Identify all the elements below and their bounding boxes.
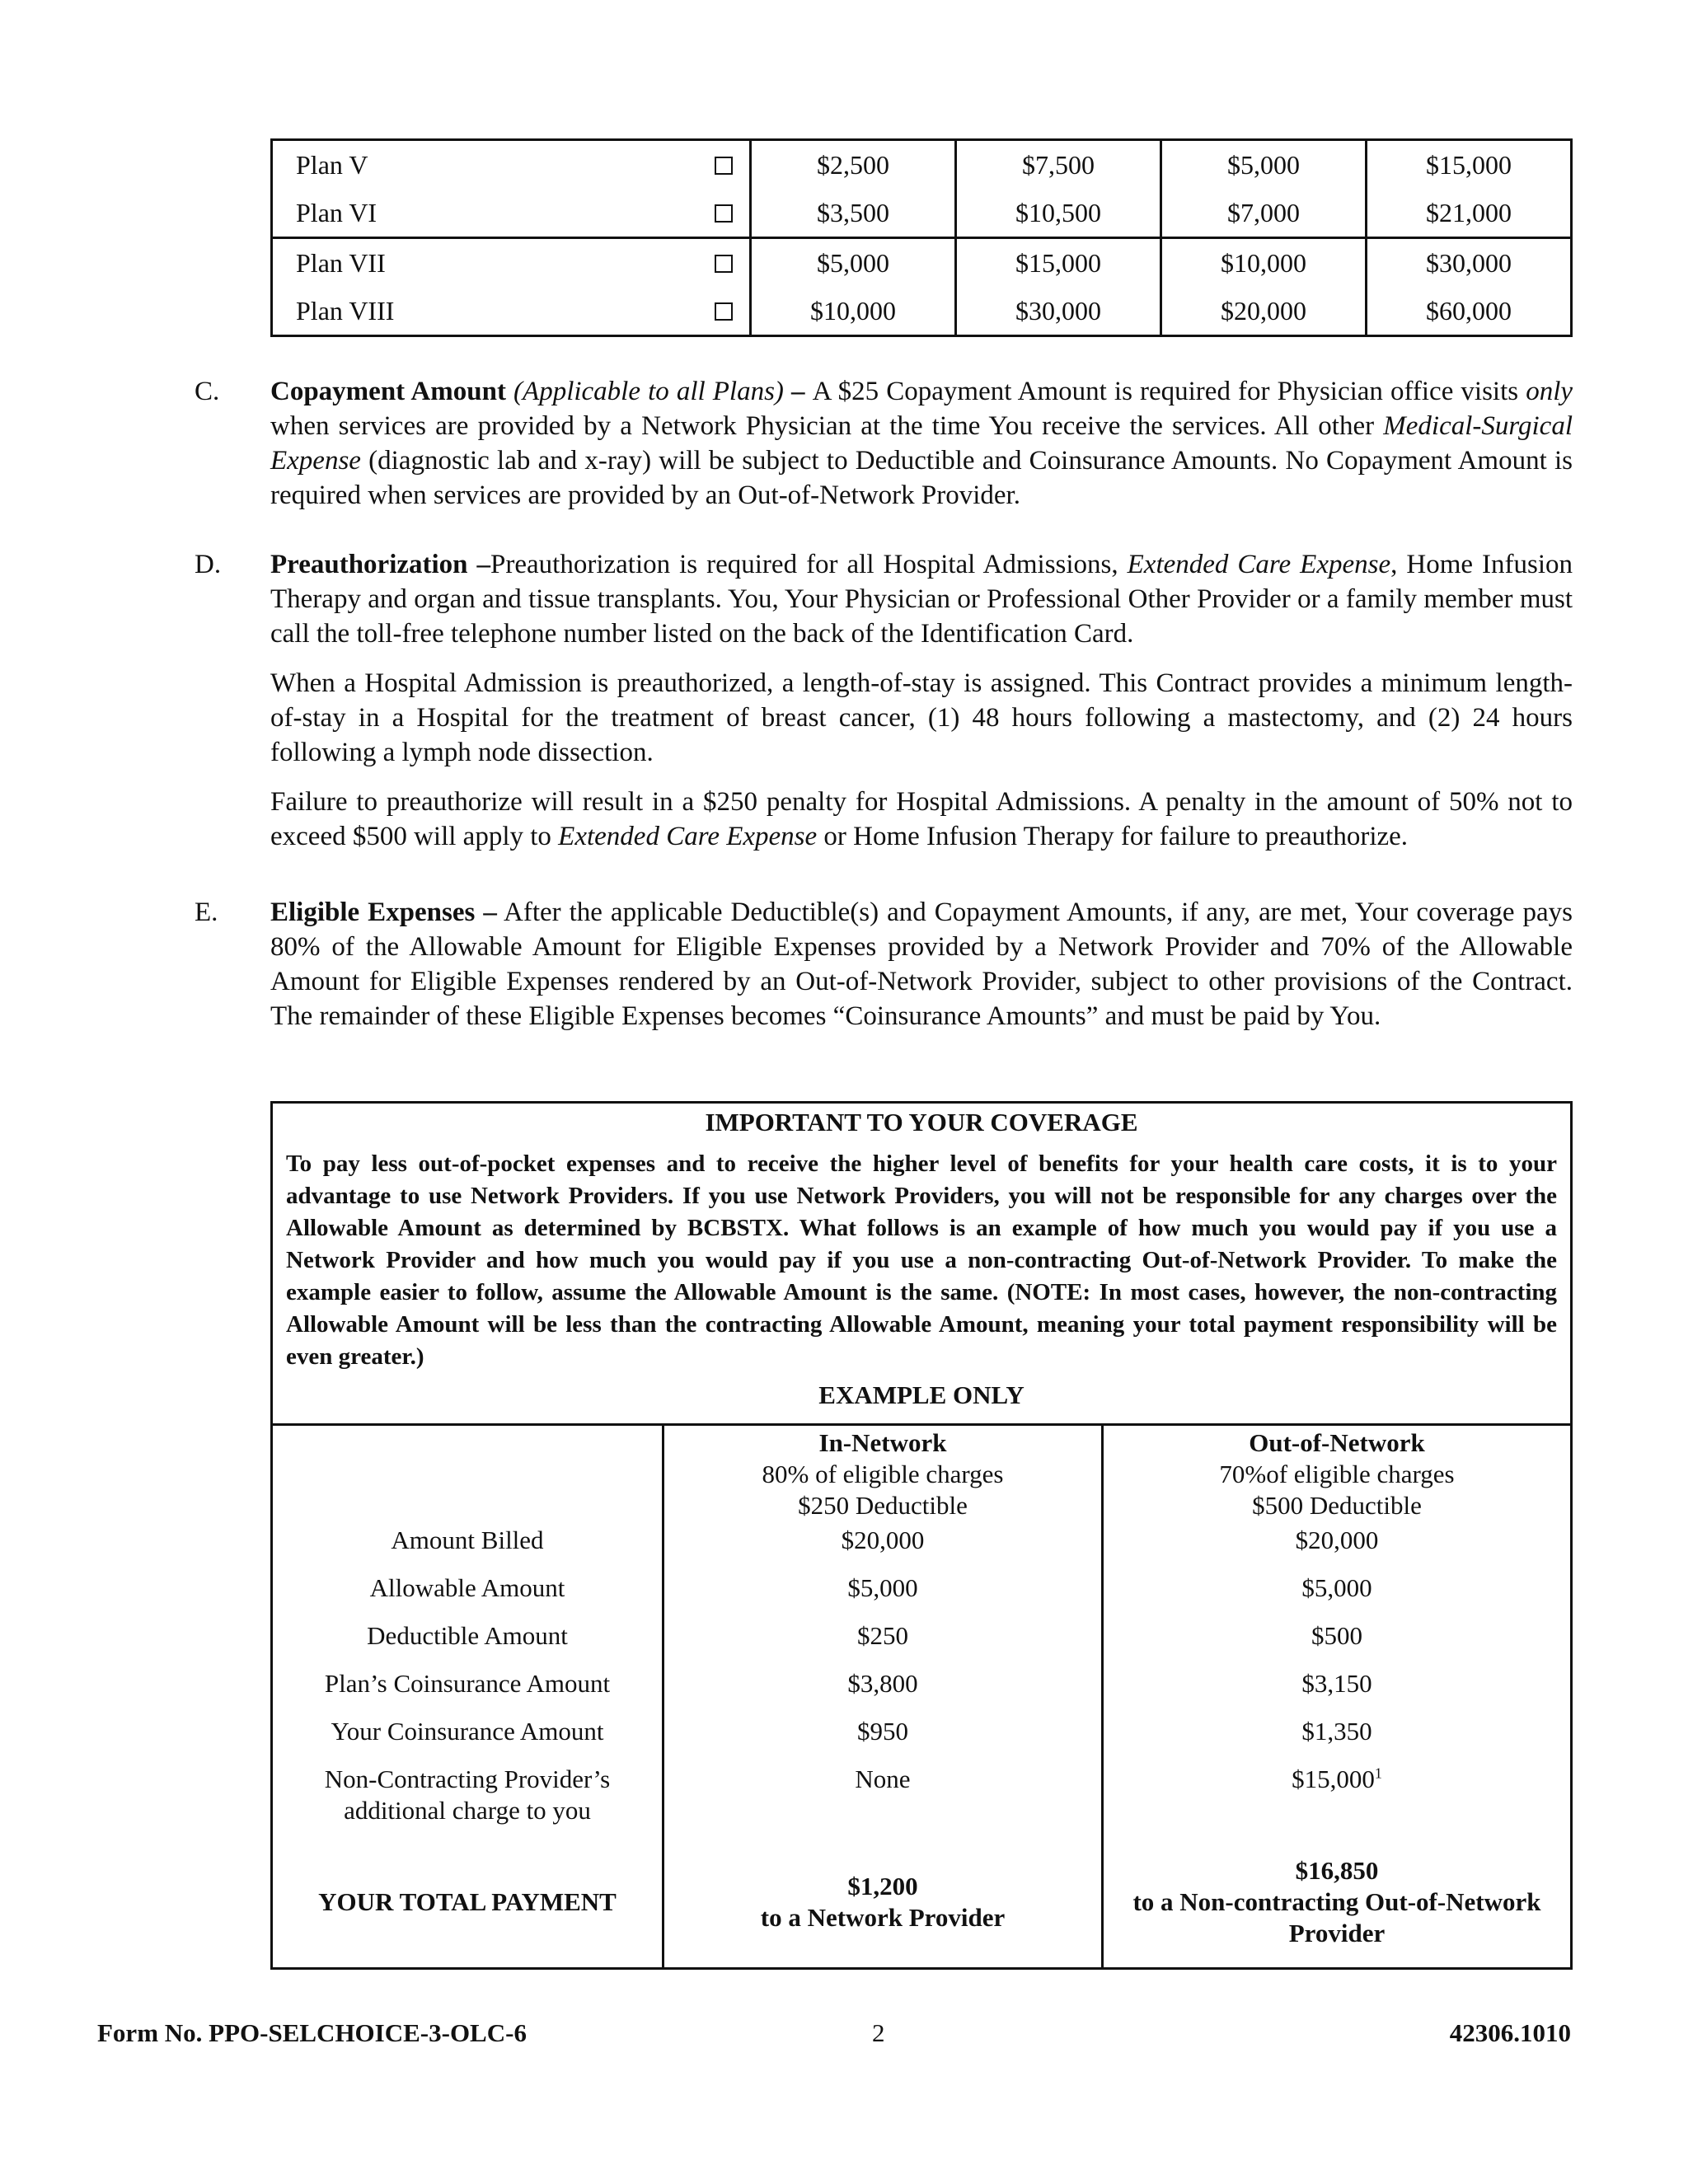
footnote-marker: 1 — [1374, 1765, 1382, 1782]
section-subtitle: (Applicable to all Plans) — [513, 377, 784, 406]
section-d — [195, 547, 1573, 854]
table-cell: $21,000 — [1367, 189, 1572, 238]
table-row: Non-Contracting Provider’s additional charge to you None $15,000$^1$ — [273, 1764, 1570, 1836]
plan-checkbox[interactable] — [715, 255, 733, 273]
table-row — [272, 238, 1572, 288]
section-letter: C. — [195, 377, 220, 406]
table-cell: $30,000 — [956, 287, 1161, 336]
table-cell: $7,500 — [956, 140, 1161, 190]
table-cell: $15,000 — [956, 238, 1161, 288]
page-number: 2 — [872, 2018, 885, 2047]
plan-checkbox[interactable] — [715, 157, 733, 175]
footer-code: 42306.1010 — [1449, 2018, 1571, 2047]
table-row: Plan’s Coinsurance Amount $3,800 $3,150 — [273, 1668, 1570, 1716]
table-cell: $20,000 — [1161, 287, 1367, 336]
plan-checkbox[interactable] — [715, 302, 733, 321]
plan-deductible-table — [270, 138, 1573, 337]
table-row: Allowable Amount $5,000 $5,000 — [273, 1572, 1570, 1620]
section-e — [195, 895, 1573, 1033]
table-cell: $60,000 — [1367, 287, 1572, 336]
coverage-heading: IMPORTANT TO YOUR COVERAGE — [705, 1108, 1138, 1137]
table-row: Deductible Amount $250 $500 — [273, 1620, 1570, 1668]
footer-form-number: Form No. PPO-SELCHOICE-3-OLC-6 — [97, 2018, 527, 2047]
table-cell: $10,500 — [956, 189, 1161, 238]
example-label: EXAMPLE ONLY — [818, 1380, 1025, 1409]
coverage-box — [270, 1101, 1573, 1970]
table-header-row — [273, 1425, 1570, 1526]
table-cell: $10,000 — [751, 287, 956, 336]
section-letter: E. — [195, 898, 218, 927]
total-row: YOUR TOTAL PAYMENT $1,200 to a Network Provider $16,850 to a Non-contracting Out-of-Network Provider — [273, 1836, 1570, 1967]
table-row: Your Coinsurance Amount $950 $1,350 — [273, 1716, 1570, 1764]
in-network-header: In-Network 80% of eligible charges $250 Deductible — [663, 1425, 1103, 1526]
paragraph: When a Hospital Admission is preauthorized, a length-of-stay is assigned. This Contract provides a minimum length-of-stay in a Hospital for the treatment of breast cancer, (1) 48 hours following a mastectomy, and (2) 24 hours following a lymph node dissection. — [270, 668, 1573, 767]
table-row — [272, 287, 1572, 336]
out-network-header: Out-of-Network 70%of eligible charges $500 Deductible — [1103, 1425, 1571, 1526]
coverage-paragraph: To pay less out-of-pocket expenses and to receive the higher level of benefits for your health care costs, it is to your advantage to use Network Providers. If you use Network Providers, you will not be responsible for any charges over the Allowable Amount as determined by BCBSTX. What follows is an example of how much you would pay if you use a Network Provider and how much you would pay if you use a non-contracting Out-of-Network Provider. To make the example easier to follow, assume the Allowable Amount is the same. (NOTE: In most cases, however, the non-contracting Allowable Amount will be less than the contracting Allowable Amount, meaning your total payment responsibility will be even greater.) — [286, 1151, 1557, 1370]
table-cell: $15,000 — [1367, 140, 1572, 190]
section-letter: D. — [195, 550, 222, 579]
plan-name: Plan VI — [296, 198, 377, 227]
section-title: Eligible Expenses – — [270, 898, 497, 927]
section-c — [195, 374, 1573, 513]
table-row: Amount Billed $20,000 $20,000 — [273, 1525, 1570, 1572]
table-cell: $5,000 — [1161, 140, 1367, 190]
example-table — [273, 1423, 1570, 1967]
section-title: Preauthorization – — [270, 550, 491, 579]
section-body: Preauthorization –Preauthorization is required for all Hospital Admissions, Extended Care Expense, Home Infusion Therapy and organ and tissue transplants. You, Your Physician or Professional Other Provider or a family member must call the toll-free telephone number listed on the back of the Identification Card. When a Hospital Admission is preauthorized, a length-of-stay is assigned. This Contract provides a minimum length-of-stay in a Hospital for the treatment of breast cancer, (1) 48 hours following a mastectomy, and (2) 24 hours following a lymph node dissection. Failure to preauthorize will result in a $250 penalty for Hospital Admissions. A penalty in the amount of 50% not to exceed $500 will apply to Extended Care Expense or Home Infusion Therapy for failure to preauthorize. — [270, 550, 1573, 851]
table-row — [272, 189, 1572, 238]
table-row — [272, 140, 1572, 190]
section-body: Eligible Expenses – After the applicable Deductible(s) and Copayment Amounts, if any, are met, Your coverage pays 80% of the Allowable Amount for Eligible Expenses provided by a Network Provider and 70% of the Allowable Amount for Eligible Expenses rendered by an Out-of-Network Provider, subject to other provisions of the Contract. The remainder of these Eligible Expenses becomes “Coinsurance Amounts” and must be paid by You. — [270, 898, 1573, 1031]
plan-name: Plan VII — [272, 238, 618, 288]
table-cell: $2,500 — [751, 140, 956, 190]
table-cell: $5,000 — [751, 238, 956, 288]
table-cell: $10,000 — [1161, 238, 1367, 288]
table-cell: $7,000 — [1161, 189, 1367, 238]
plan-name: Plan V — [296, 150, 368, 180]
plan-name: Plan VIII — [296, 296, 395, 326]
section-body: Copayment Amount (Applicable to all Plans) – A $25 Copayment Amount is required for Physician office visits only when services are provided by a Network Physician at the time You receive the services. All other Medical-Surgical Expense (diagnostic lab and x-ray) will be subject to Deductible and Coinsurance Amounts. No Copayment Amount is required when services are provided by an Out-of-Network Provider. — [270, 377, 1573, 510]
plan-checkbox[interactable] — [715, 204, 733, 223]
table-cell: $3,500 — [751, 189, 956, 238]
table-cell: $30,000 — [1367, 238, 1572, 288]
total-label: YOUR TOTAL PAYMENT — [318, 1886, 617, 1916]
section-title: Copayment Amount — [270, 377, 506, 406]
